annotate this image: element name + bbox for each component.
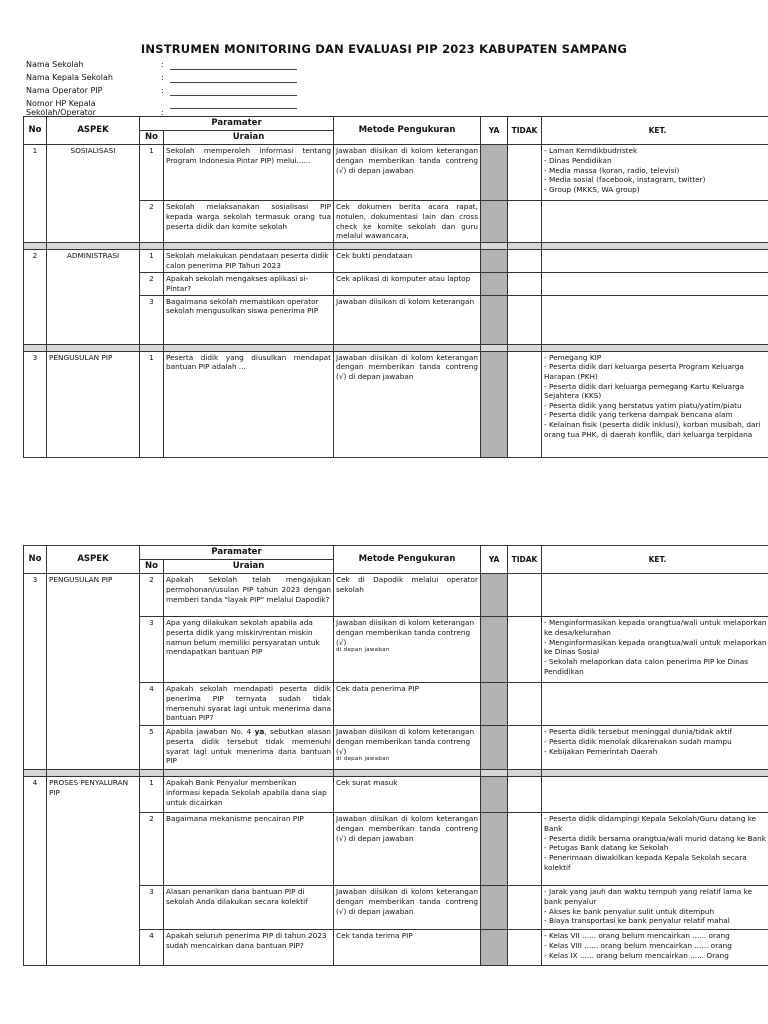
ya-cell[interactable] [481,273,508,295]
ket-item: - Peserta didik bersama orangtua/wali murid datang ke Bank [544,833,766,843]
identity-row-phone [26,99,169,117]
param-number: 1 [140,145,164,201]
identity-row-principal-name [26,73,169,82]
identity-fill-line[interactable] [170,69,297,70]
ket-item: - Pemegang KIP [544,352,602,362]
ket-item: - Petugas Bank datang ke Sekolah [544,843,669,853]
ket-item: - Kelainan fisik (peserta didik inklusi), korban musibah, dari orang tua PHK, di daerah konflik, dari keluarga terpidana [544,420,761,439]
section-separator [24,344,768,351]
metode-cell: Cek data penerima PIP [334,683,481,726]
metode-cell: Cek tanda terima PIP [334,930,481,966]
monitoring-table-page-1 [23,116,768,458]
ket-item: - Menginformasikan kepada orangtua/wali untuk melaporkan ke desa/kelurahan [544,618,767,638]
identity-colon: : [161,73,164,82]
ket-item: - Peserta didik yang terkena dampak bencana alam [544,410,733,420]
tidak-cell[interactable] [508,273,542,295]
ket-item: - Media massa (koran, radio, televisi) [544,165,680,175]
section-number: 3 [24,574,47,770]
ket-cell[interactable] [542,777,768,813]
param-uraian: Apa yang dilakukan sekolah apabila ada peserta didik yang miskin/rentan miskin namun belum memiliki persyaratan untuk mendapatkan bantuan PIP [164,617,334,683]
section-number: 2 [24,250,47,344]
metode-cell: Jawaban diisikan di kolom keterangan dengan memberikan tanda contreng (√) di depan jawaban [334,813,481,886]
ya-cell[interactable] [481,250,508,273]
param-uraian: Sekolah melakukan pendataan peserta didik calon penerima PIP Tahun 2023 [164,250,334,273]
ket-item: - Peserta didik menolak dikarenakan sudah mampu [544,737,732,747]
metode-cell: Cek aplikasi di komputer atau laptop [334,273,481,295]
ket-item: - Kelas VIII ...... orang belum mencairkan ...... orang [544,941,732,951]
metode-cell: Jawaban diisikan di kolom keterangan dengan memberikan tanda contreng (√) di depan jawaban [334,145,481,201]
ket-cell [542,813,768,886]
ket-item: - Menginformasikan kepada orangtua/wali untuk melaporkan ke Dinas Sosial [544,637,767,657]
ket-cell[interactable] [542,201,768,243]
metode-text: Jawaban diisikan di kolom keterangan dengan memberikan tanda contreng (√) [336,727,475,756]
param-number: 2 [140,813,164,886]
ket-item: - Media sosial (facebook, instagram, twitter) [544,175,706,185]
ket-item: - Peserta didik dari keluarga pemegang Kartu Keluarga Sejahtera (KKS) [544,381,745,401]
section-number: 1 [24,145,47,243]
identity-row-school-name [26,60,169,69]
ket-item: - Kelas VII ...... orang belum mencairkan ...... orang [544,931,730,941]
header-metode: Metode Pengukuran [334,546,481,574]
section-aspek: PROSES PENYALURAN PIP [47,777,140,966]
identity-colon: : [161,60,164,69]
identity-fill-line[interactable] [170,95,297,96]
header-parameter: Paramater [140,546,334,560]
param-number: 5 [140,726,164,770]
table-row [24,145,768,201]
identity-row-operator-name [26,86,169,95]
section-number: 4 [24,777,47,966]
ket-cell[interactable] [542,295,768,344]
table-row [24,574,768,617]
tidak-cell[interactable] [508,617,542,683]
header-no: No [24,546,47,574]
metode-text: Jawaban diisikan di kolom keterangan dengan memberikan tanda contreng (√) [336,618,475,647]
ya-cell[interactable] [481,813,508,886]
tidak-cell[interactable] [508,726,542,770]
ya-cell[interactable] [481,777,508,813]
metode-cell [334,617,481,683]
ya-cell[interactable] [481,145,508,201]
tidak-cell[interactable] [508,250,542,273]
ya-cell[interactable] [481,930,508,966]
identity-label: Nama Sekolah [26,60,84,69]
uraian-emphasis: ya [254,727,265,737]
section-separator [24,770,768,777]
header-ya: YA [481,546,508,574]
header-param-no: No [140,560,164,574]
param-number: 2 [140,201,164,243]
ket-cell [542,886,768,930]
ket-item: - Akses ke bank penyalur sulit untuk ditempuh [544,906,715,916]
metode-note: di depan jawaban [336,756,390,763]
metode-cell: Cek bukti pendataan [334,250,481,273]
tidak-cell[interactable] [508,295,542,344]
tidak-cell[interactable] [508,574,542,617]
ket-item: - Laman Kemdikbudristek [544,146,638,156]
param-uraian: Apakah sekolah mendapati peserta didik penerima PIP ternyata sudah tidak memenuhi syarat lagi untuk menerima dana bantuan PIP? [164,683,334,726]
param-number: 2 [140,574,164,617]
metode-cell [334,726,481,770]
header-ya: YA [481,117,508,145]
param-number: 3 [140,295,164,344]
tidak-cell[interactable] [508,683,542,726]
tidak-cell[interactable] [508,201,542,243]
header-aspek: ASPEK [47,117,140,145]
ket-item: - Penerimaan diwakilkan kepada Kepala Sekolah secara kolektif [544,852,747,872]
ya-cell[interactable] [481,295,508,344]
param-uraian: Peserta didik yang diusulkan mendapat bantuan PIP adalah ... [164,351,334,457]
metode-cell: Jawaban diisikan di kolom keterangan dengan memberikan tanda contreng (√) di depan jawaban [334,351,481,457]
metode-note: di depan jawaban [336,647,390,654]
param-uraian: Apakah Sekolah telah mengajukan permohonan/usulan PIP tahun 2023 dengan memberi tanda "layak PIP" melalui Dapodik? [164,574,334,617]
param-number: 4 [140,683,164,726]
metode-cell: Cek dokumen berita acara rapat, notulen, dokumentasi lain dan cross check ke komite sekolah dan guru melalui wawancara, [334,201,481,243]
identity-label: Nama Kepala Sekolah [26,73,113,82]
metode-cell: Jawaban diisikan di kolom keterangan [334,295,481,344]
param-number: 1 [140,351,164,457]
identity-label: Nomor HP Kepala Sekolah/Operator [26,99,96,117]
header-tidak: TIDAK [508,546,542,574]
section-number: 3 [24,351,47,457]
section-aspek: SOSIALISASI [47,145,140,243]
param-number: 4 [140,930,164,966]
param-number: 1 [140,250,164,273]
header-uraian: Uraian [164,131,334,145]
ket-item: - Jarak yang jauh dan waktu tempuh yang relatif lama ke bank penyalur [544,887,753,907]
tidak-cell[interactable] [508,930,542,966]
ket-item: - Peserta didik didampingi Kepala Sekolah/Guru datang ke Bank [544,814,757,834]
ya-cell[interactable] [481,886,508,930]
param-number: 1 [140,777,164,813]
param-number: 2 [140,273,164,295]
ket-cell[interactable] [542,250,768,273]
ket-item: - Peserta didik dari keluarga peserta Program Keluarga Harapan (PKH) [544,362,744,381]
tidak-cell[interactable] [508,813,542,886]
identity-label: Nama Operator PIP [26,86,103,95]
ket-cell [542,726,768,770]
ket-cell [542,930,768,966]
ket-cell [542,145,768,201]
section-aspek: ADMINISTRASI [47,250,140,344]
ya-cell[interactable] [481,683,508,726]
ket-item: - Peserta didik yang berstatus yatim piatu/yatim/piatu [544,400,742,410]
param-uraian [164,726,334,770]
param-uraian: Sekolah memperoleh informasi tentang Program Indonesia Pintar PIP) melui...... [164,145,334,201]
param-uraian: Bagaimana sekolah memastikan operator sekolah mengusulkan siswa penerima PIP [164,295,334,344]
param-uraian: Apakah sekolah mengakses aplikasi si-Pintar? [164,273,334,295]
section-aspek: PENGUSULAN PIP [47,574,140,770]
ket-item: - Kebijakan Pemerintah Daerah [544,746,658,756]
table-row [24,777,768,813]
header-no: No [24,117,47,145]
tidak-cell[interactable] [508,351,542,457]
ket-item: - Dinas Pendidikan [544,156,612,166]
ya-cell[interactable] [481,351,508,457]
ket-cell [542,617,768,683]
header-tidak: TIDAK [508,117,542,145]
table-row [24,250,768,273]
tidak-cell[interactable] [508,886,542,930]
identity-colon: : [161,108,164,117]
header-param-no: No [140,131,164,145]
ket-item: - Group (MKKS, WA group) [544,184,640,194]
header-aspek: ASPEK [47,546,140,574]
param-uraian: Apakah seluruh penerima PIP di tahun 2023 sudah mencairkan dana bantuan PIP? [164,930,334,966]
header-metode: Metode Pengukuran [334,117,481,145]
ket-item: - Sekolah melaporkan data calon penerima PIP ke Dinas Pendidikan [544,656,749,676]
param-uraian: Sekolah melaksanakan sosialisasi PIP kepada warga sekolah termasuk orang tua peserta didik dan komite sekolah [164,201,334,243]
header-ket: KET. [542,117,768,145]
section-separator [24,243,768,250]
document-title: INSTRUMEN MONITORING DAN EVALUASI PIP 2023 KABUPATEN SAMPANG [140,42,628,56]
header-uraian: Uraian [164,560,334,574]
ket-cell[interactable] [542,574,768,617]
ket-item: - Biaya transportasi ke bank penyalur relatif mahal [544,916,730,926]
param-number: 3 [140,886,164,930]
tidak-cell[interactable] [508,145,542,201]
ket-cell [542,351,768,457]
monitoring-table-page-2 [23,545,768,966]
param-uraian: Apakah Bank Penyalur memberikan informasi kepada Sekolah apabila dana siap untuk dicairkan [164,777,334,813]
identity-colon: : [161,86,164,95]
ya-cell[interactable] [481,201,508,243]
ket-cell[interactable] [542,683,768,726]
metode-cell: Cek surat masuk [334,777,481,813]
metode-cell: Cek di Dapodik melalui operator sekolah [334,574,481,617]
ya-cell[interactable] [481,574,508,617]
param-number: 3 [140,617,164,683]
uraian-text: , sebutkan alasan peserta didik tersebut tidak memenuhi syarat lagi untuk menerima dana bantuan PIP [166,727,331,766]
ket-cell[interactable] [542,273,768,295]
section-aspek: PENGUSULAN PIP [47,351,140,457]
ya-cell[interactable] [481,726,508,770]
ket-item: - Kelas IX ...... orang belum mencairkan ...... Orang [544,950,729,960]
tidak-cell[interactable] [508,777,542,813]
ket-item: - Peserta didik tersebut meninggal dunia/tidak aktif [544,727,732,737]
param-uraian: Bagaimana mekanisme pencairan PIP [164,813,334,886]
identity-fill-line[interactable] [170,82,297,83]
uraian-text: Apabila jawaban No. 4 [166,727,255,737]
metode-cell: Jawaban diisikan di kolom keterangan dengan memberikan tanda contreng (√) di depan jawaban [334,886,481,930]
header-ket: KET. [542,546,768,574]
table-row [24,351,768,457]
header-parameter: Paramater [140,117,334,131]
identity-fill-line[interactable] [170,108,297,109]
param-uraian: Alasan penarikan dana bantuan PIP di sekolah Anda dilakukan secara kolektif [164,886,334,930]
ya-cell[interactable] [481,617,508,683]
